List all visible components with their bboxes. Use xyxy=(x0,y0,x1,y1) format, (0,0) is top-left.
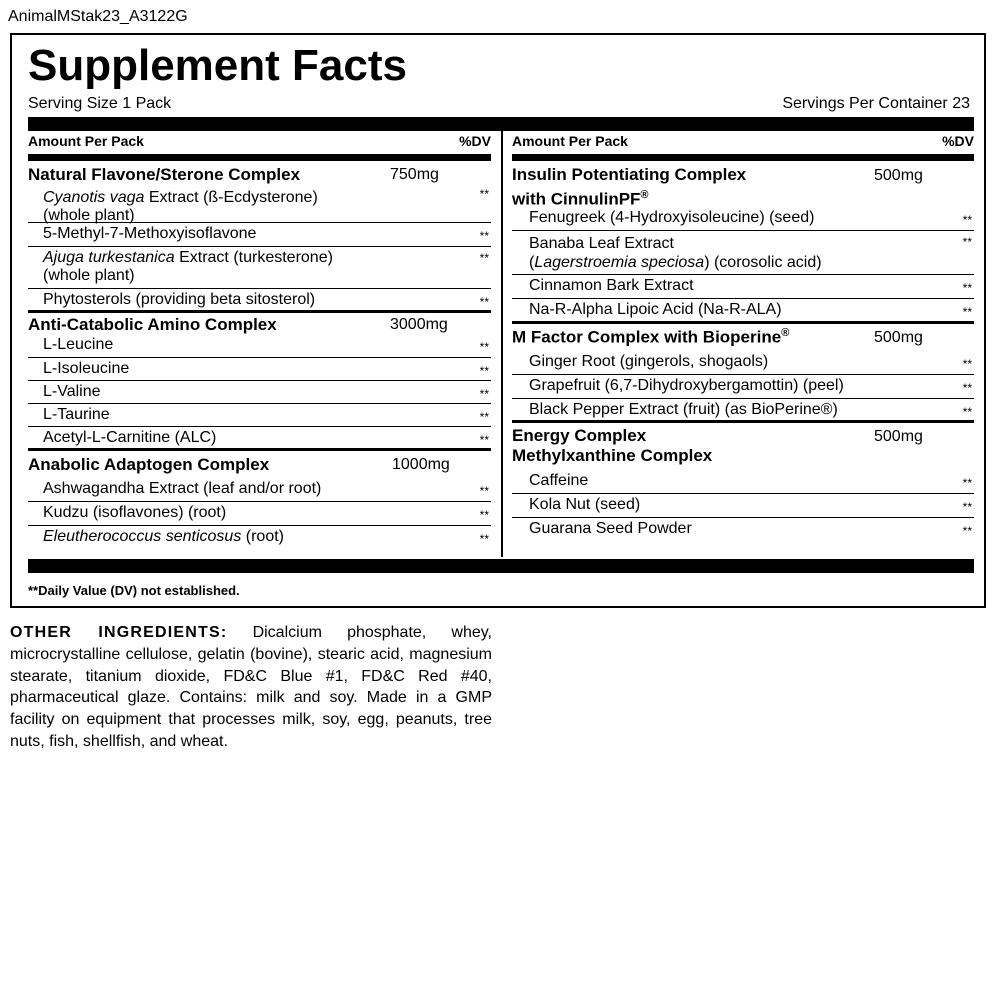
group-anabolic-adaptogen xyxy=(28,451,491,479)
group-name-line2: with CinnulinPF xyxy=(512,189,641,209)
column-divider xyxy=(501,128,503,557)
group-name-line2: Methylxanthine Complex xyxy=(512,446,713,465)
dv-value: ** xyxy=(962,213,972,227)
ingredient-part: (whole plant) xyxy=(43,207,135,224)
group-amount: 1000mg xyxy=(392,456,450,473)
dv-value: ** xyxy=(962,476,972,490)
dv-value: ** xyxy=(479,229,489,243)
ingredient-row xyxy=(512,470,974,494)
dv-value: ** xyxy=(962,405,972,419)
dv-footnote: **Daily Value (DV) not established. xyxy=(28,583,240,598)
group-name: Energy Complex xyxy=(512,426,647,445)
group-natural-flavone xyxy=(28,161,491,189)
paren-open: ( xyxy=(529,254,535,271)
ingredient-row xyxy=(28,189,491,223)
ingredient-latin: Lagerstroemia speciosa xyxy=(534,254,705,271)
ingredient-name: Cinnamon Bark Extract xyxy=(529,277,694,294)
ingredient-row xyxy=(28,289,491,313)
ingredient-name: Ashwagandha Extract (leaf and/or root) xyxy=(43,480,322,497)
ingredient-row xyxy=(512,275,974,299)
group-amount: 3000mg xyxy=(390,316,448,333)
registered-mark: ® xyxy=(640,189,649,201)
group-insulin-potentiating xyxy=(512,161,974,207)
bottom-thick-bar xyxy=(28,559,974,573)
ingredient-row xyxy=(28,335,491,358)
panel-title: Supplement Facts xyxy=(28,41,407,90)
product-code: AnimalMStak23_A3122G xyxy=(8,8,188,25)
ingredient-name: Fenugreek (4-Hydroxyisoleucine) (seed) xyxy=(529,209,815,226)
ingredient-name: Caffeine xyxy=(529,472,589,489)
ingredient-latin: Cyanotis vaga xyxy=(43,189,145,206)
dv-value: ** xyxy=(479,340,489,354)
ingredient-name: Grapefruit (6,7-Dihydroxybergamottin) (peel) xyxy=(529,377,844,394)
dv-value: ** xyxy=(962,305,972,319)
ingredient-name: Phytosterols (providing beta sitosterol) xyxy=(43,291,316,308)
ingredient-name: L-Taurine xyxy=(43,406,110,423)
ingredient-row xyxy=(512,494,974,518)
dv-header: %DV xyxy=(942,133,974,149)
dv-value: ** xyxy=(479,187,489,201)
ingredient-part: (whole plant) xyxy=(43,267,135,284)
ingredient-latin: Eleutherococcus senticosus xyxy=(43,528,242,545)
other-ingredients-label: OTHER INGREDIENTS: xyxy=(10,624,228,641)
ingredient-row xyxy=(512,375,974,399)
ingredient-name: Banaba Leaf Extract xyxy=(529,235,674,252)
group-anti-catabolic xyxy=(28,313,491,335)
ingredient-row xyxy=(28,526,491,550)
group-amount: 500mg xyxy=(874,428,923,445)
ingredient-latin: Ajuga turkestanica xyxy=(43,249,175,266)
ingredient-name: Black Pepper Extract (fruit) (as BioPerine®) xyxy=(529,401,838,418)
right-column xyxy=(512,128,974,542)
dv-value: ** xyxy=(962,235,972,249)
ingredient-name: Ginger Root (gingerols, shogaols) xyxy=(529,353,769,370)
ingredient-row xyxy=(512,351,974,375)
ingredient-name: Acetyl-L-Carnitine (ALC) xyxy=(43,429,217,446)
ingredient-name: Na-R-Alpha Lipoic Acid (Na-R-ALA) xyxy=(529,301,782,318)
ingredient-row xyxy=(512,207,974,231)
ingredient-name: L-Isoleucine xyxy=(43,360,130,377)
servings-per-container: Servings Per Container 23 xyxy=(782,95,970,112)
dv-value: ** xyxy=(479,364,489,378)
ingredient-name: Guarana Seed Powder xyxy=(529,520,692,537)
group-m-factor xyxy=(512,324,974,351)
supplement-facts-panel xyxy=(10,33,986,608)
serving-size: Serving Size 1 Pack xyxy=(28,95,172,112)
ingredient-row xyxy=(28,381,491,404)
ingredient-name: 5-Methyl-7-Methoxyisoflavone xyxy=(43,225,257,242)
ingredient-row xyxy=(28,427,491,451)
left-column xyxy=(28,128,491,550)
other-ingredients xyxy=(10,622,492,753)
ingredient-name: Extract (turkesterone) xyxy=(174,249,333,266)
ingredient-name: Kudzu (isoflavones) (root) xyxy=(43,504,227,521)
group-amount: 500mg xyxy=(874,167,923,184)
ingredient-row xyxy=(28,247,491,289)
dv-value: ** xyxy=(479,508,489,522)
dv-value: ** xyxy=(962,381,972,395)
group-name: Insulin Potentiating Complex xyxy=(512,165,747,184)
left-header xyxy=(28,128,491,161)
group-name: Anti-Catabolic Amino Complex xyxy=(28,315,277,334)
dv-value: ** xyxy=(962,524,972,538)
other-ingredients-text: Dicalcium phosphate, whey, microcrystalline cellulose, gelatin (bovine), stearic acid, magnesium stearate, titanium dioxide, FD&C Blue #1, FD&C Red #40, pharmaceutical glaze. Contains: milk and soy. Made in a GMP facility on equipment that processes milk, soy, egg, peanuts, tree nuts, fish, shellfish, and wheat. xyxy=(10,624,492,750)
registered-mark: ® xyxy=(781,327,790,339)
dv-value: ** xyxy=(962,500,972,514)
dv-value: ** xyxy=(479,251,489,265)
dv-value: ** xyxy=(479,410,489,424)
dv-header: %DV xyxy=(459,133,491,149)
group-name: Natural Flavone/Sterone Complex xyxy=(28,165,301,184)
dv-value: ** xyxy=(479,532,489,546)
amount-header: Amount Per Pack xyxy=(28,133,144,149)
ingredient-row xyxy=(28,479,491,502)
ingredient-name: L-Valine xyxy=(43,383,101,400)
ingredient-row xyxy=(512,518,974,542)
group-energy-complex xyxy=(512,423,974,470)
ingredient-name: L-Leucine xyxy=(43,336,114,353)
dv-value: ** xyxy=(479,295,489,309)
ingredient-row xyxy=(512,231,974,275)
group-name: Anabolic Adaptogen Complex xyxy=(28,455,270,474)
ingredient-row xyxy=(28,502,491,526)
group-amount: 750mg xyxy=(390,166,439,183)
dv-value: ** xyxy=(479,433,489,447)
dv-value: ** xyxy=(479,484,489,498)
dv-value: ** xyxy=(962,357,972,371)
dv-value: ** xyxy=(962,281,972,295)
ingredient-name: (root) xyxy=(241,528,284,545)
amount-header: Amount Per Pack xyxy=(512,133,628,149)
ingredient-row xyxy=(512,299,974,324)
group-name: M Factor Complex with Bioperine xyxy=(512,327,782,347)
ingredient-row xyxy=(28,404,491,427)
ingredient-row xyxy=(28,223,491,247)
ingredient-name: Kola Nut (seed) xyxy=(529,496,641,513)
group-amount: 500mg xyxy=(874,329,923,346)
ingredient-part: ) (corosolic acid) xyxy=(704,254,822,271)
dv-value: ** xyxy=(479,387,489,401)
ingredient-name: Extract (ß-Ecdysterone) xyxy=(144,189,318,206)
ingredient-row xyxy=(512,399,974,423)
right-header xyxy=(512,128,974,161)
ingredient-row xyxy=(28,358,491,381)
